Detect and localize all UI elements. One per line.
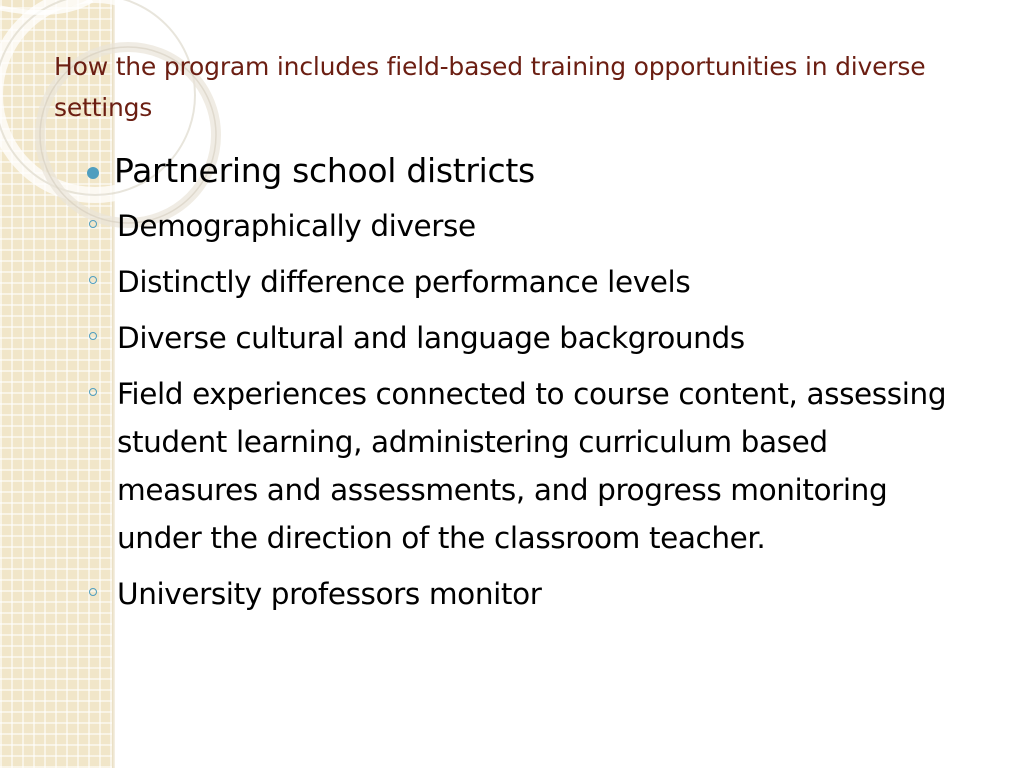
sub-bullet-text: Distinctly difference performance levels: [117, 265, 691, 299]
slide-title: How the program includes field-based training opportunities in diverse settings: [54, 52, 926, 122]
bullet-text: Partnering school districts: [114, 151, 535, 190]
sub-bullet-item: [0, 370, 957, 562]
sub-bullet-text: Diverse cultural and language backgrounds: [117, 321, 745, 355]
bullet-item: [0, 148, 1024, 194]
sub-bullet-list: [0, 202, 1024, 618]
hollow-circle-bullet-icon: [89, 388, 97, 396]
sub-bullet-text: Field experiences connected to course content, assessing student learning, administering curriculum based measures and assessments, and progress monitoring under the direction of the classroom teacher.: [117, 377, 947, 555]
hollow-circle-bullet-icon: [89, 588, 97, 596]
sub-bullet-text: Demographically diverse: [117, 209, 476, 243]
sub-bullet-text: University professors monitor: [117, 577, 542, 611]
hollow-circle-bullet-icon: [89, 276, 97, 284]
slide-content: [0, 148, 1024, 618]
sub-bullet-item: [0, 258, 957, 306]
filled-circle-bullet-icon: [87, 167, 99, 179]
sub-bullet-item: [0, 570, 957, 618]
hollow-circle-bullet-icon: [89, 220, 97, 228]
sub-bullet-item: [0, 314, 957, 362]
hollow-circle-bullet-icon: [89, 332, 97, 340]
sub-bullet-item: [0, 202, 957, 250]
